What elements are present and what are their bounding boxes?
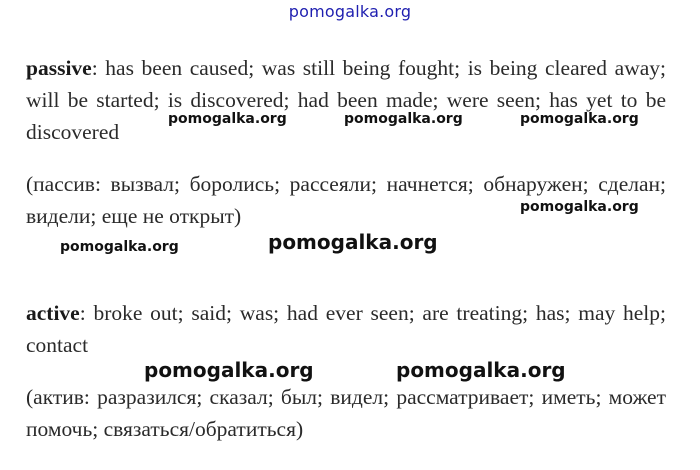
passive-term: passive: [26, 56, 92, 80]
passive-examples: : has been caused; was still being fought; is being cleared away; will be started; is discovered; had been made; were seen; has yet to be discovered: [26, 56, 666, 144]
passive-paragraph: [26, 52, 666, 148]
passive-translation: (пассив: вызвал; боролись; рассеяли; начнется; обнаружен; сделан; видели; еще не открыт): [26, 172, 666, 228]
active-paragraph: [26, 297, 666, 361]
watermark: pomogalka.org: [520, 199, 639, 215]
watermark: pomogalka.org: [168, 111, 287, 127]
watermark: pomogalka.org: [396, 358, 566, 382]
watermark: pomogalka.org: [268, 230, 438, 254]
active-term: active: [26, 301, 80, 325]
watermark: pomogalka.org: [344, 111, 463, 127]
watermark: pomogalka.org: [520, 111, 639, 127]
site-logo: pomogalka.org: [288, 2, 412, 21]
watermark: pomogalka.org: [60, 239, 179, 255]
active-examples: : broke out; said; was; had ever seen; are treating; has; may help; contact: [26, 301, 666, 357]
watermark: pomogalka.org: [144, 358, 314, 382]
active-translation: (актив: разразился; сказал; был; видел; рассматривает; иметь; может помочь; связаться/обратиться): [26, 385, 666, 441]
